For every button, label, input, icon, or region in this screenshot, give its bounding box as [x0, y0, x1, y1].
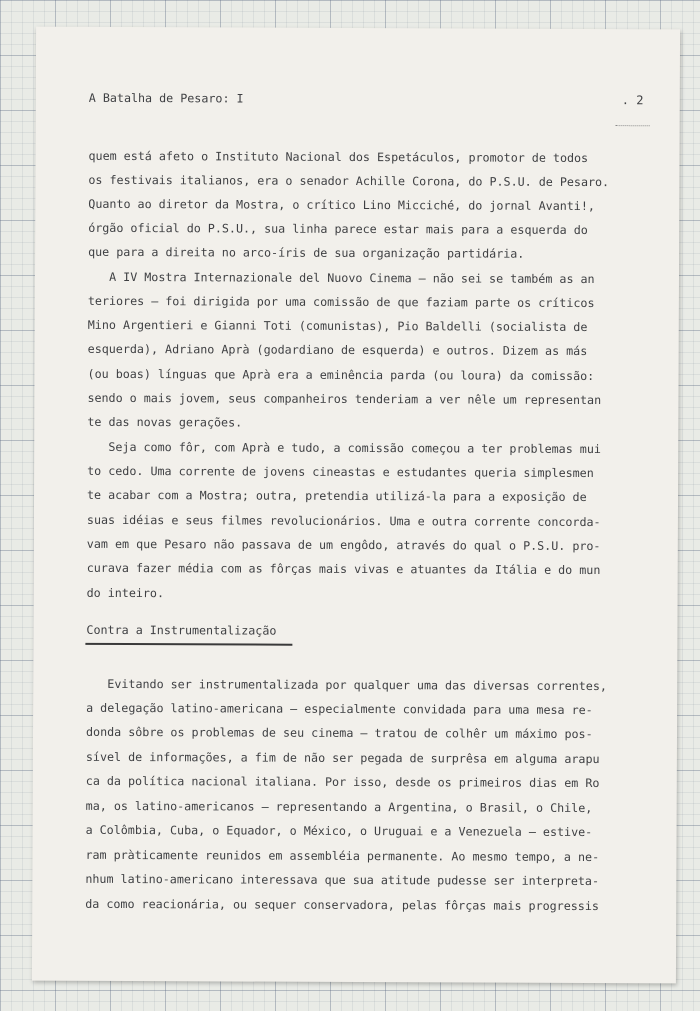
text-line: sível de informações, a fim de não ser pegada de surprêsa em alguma arapu	[85, 749, 600, 767]
text-line: nhum latino-americano interessava que sua atitude pudesse ser interpreta-	[85, 871, 600, 889]
text-line: ca da política nacional italiana. Por isso, desde os primeiros dias em Ro	[85, 773, 600, 791]
running-header-title: A Batalha de Pesaro: I	[88, 90, 244, 106]
text-line: te das novas gerações.	[87, 414, 243, 430]
text-line: (ou boas) línguas que Aprà era a eminência parda (ou loura) da comissão:	[87, 366, 595, 384]
text-line: Quanto ao diretor da Mostra, o crítico Lino Micciché, do jornal Avanti!,	[88, 196, 595, 214]
text-line: te acabar com a Mostra; outra, pretendia utilizá-la para a exposição de	[87, 487, 587, 505]
text-line: sendo o mais jovem, seus companheiros tenderiam a ver nêle um representan	[87, 390, 602, 408]
section-heading: Contra a Instrumentalização	[86, 622, 277, 638]
text-line: ma, os latino-americanos — representando a Argentina, o Brasil, o Chile,	[85, 798, 593, 816]
section-heading-underline	[85, 643, 292, 646]
text-line: ram pràticamente reunidos em assembléia permanente. Ao mesmo tempo, a ne-	[85, 847, 600, 865]
text-line: quem está afeto o Instituto Nacional dos Espetáculos, promotor de todos	[88, 148, 589, 166]
text-line: que para a direita no arco-íris de sua organização partidária.	[88, 244, 525, 261]
text-line: curava fazer média com as fôrças mais vivas e atuantes da Itália e do mun	[86, 560, 601, 578]
text-line: Evitando ser instrumentalizada por qualquer uma das diversas correntes,	[86, 676, 607, 694]
text-line: órgão oficial do P.S.U., sua linha parece estar mais para a esquerda do	[88, 220, 588, 238]
page-number: . 2	[621, 93, 644, 108]
text-line: vam em que Pesaro não passava de um engôdo, através do qual o P.S.U. pro-	[86, 536, 601, 554]
text-line: do inteiro.	[86, 585, 165, 601]
text-line: esquerda), Adriano Aprà (godardiano de esquerda) e outros. Dizem as más	[87, 341, 588, 359]
text-line: os festivais italianos, era o senador Achille Corona, do P.S.U. de Pesaro.	[88, 172, 610, 190]
text-line: a Colômbia, Cuba, o Equador, o México, o Uruguai e a Venezuela — estive-	[85, 822, 593, 840]
text-line: A IV Mostra Internazionale del Nuovo Cinema — não sei se também as an	[87, 269, 595, 287]
typewritten-page	[32, 27, 680, 984]
text-line: to cedo. Uma corrente de jovens cineastas e estudantes queria simplesmen	[87, 463, 594, 481]
page-number-mark	[616, 125, 650, 126]
text-line: a delegação latino-americana — especialmente convidada para uma mesa re-	[86, 700, 593, 718]
text-line: donda sôbre os problemas de seu cinema — tratou de colhêr um máximo pos-	[85, 724, 593, 742]
text-line: Mino Argentieri e Gianni Toti (comunistas), Pio Baldelli (socialista de	[87, 317, 588, 335]
text-line: Seja como fôr, com Aprà e tudo, a comissão começou a ter problemas mui	[87, 439, 601, 457]
text-line: suas idéias e seus filmes revolucionários. Uma e outra corrente concorda-	[86, 512, 601, 530]
text-line: da como reacionária, ou sequer conservadora, pelas fôrças mais progressis	[85, 896, 599, 914]
text-line: teriores — foi dirigida por uma comissão de que faziam parte os críticos	[87, 293, 595, 311]
